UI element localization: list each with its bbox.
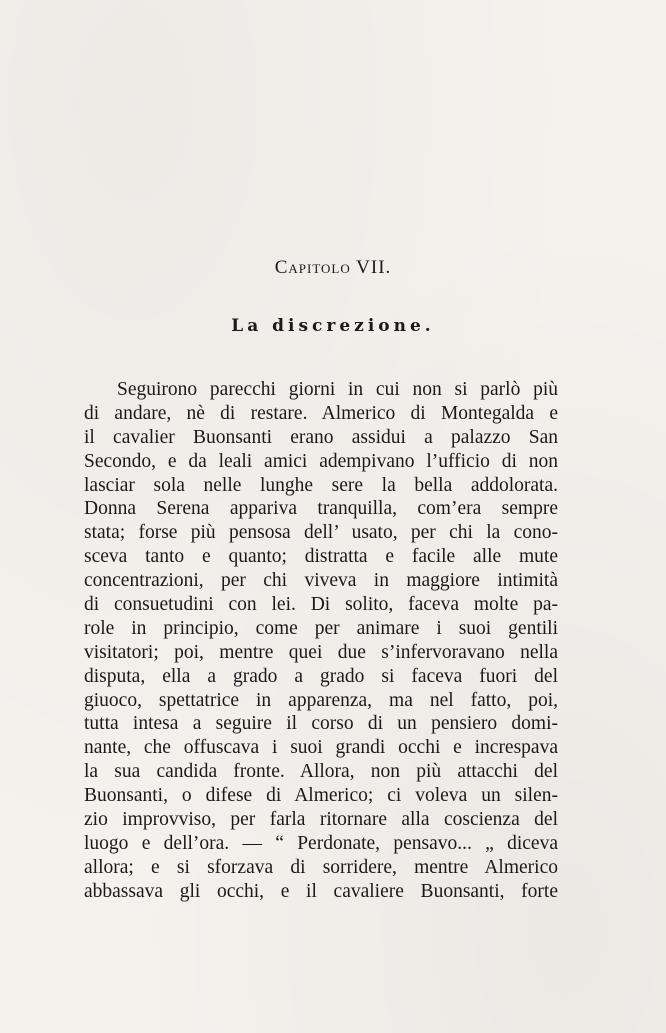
text-line: Secondo, e da leali amici adempivano l’ufficio di non [84, 450, 558, 472]
text-line: stata; forse più pensosa dell’ usato, per chi la cono- [84, 522, 558, 544]
text-line: Seguirono parecchi giorni in cui non si parlò più [117, 379, 558, 400]
text-line: la sua candida fronte. Allora, non più attacchi del [84, 761, 558, 783]
text-line: di consuetudini con lei. Di solito, faceva molte pa- [84, 594, 558, 616]
text-line: tutta intesa a seguire il corso di un pensiero domi- [84, 713, 558, 735]
body-paragraph [84, 378, 558, 904]
text-line: di andare, nè di restare. Almerico di Montegalda e [84, 402, 558, 424]
text-line: nante, che offuscava i suoi grandi occhi e increspava [84, 737, 558, 759]
text-line: role in principio, come per animare i suoi gentili [84, 617, 558, 639]
text-line: lasciar sola nelle lunghe sere la bella addolorata. [84, 474, 558, 496]
text-line: Buonsanti, o difese di Almerico; ci voleva un silen- [84, 785, 558, 807]
chapter-title: La discrezione. [231, 316, 435, 336]
text-line: abbassava gli occhi, e il cavaliere Buonsanti, forte [84, 880, 558, 902]
text-line: luogo e dell’ora. — “ Perdonate, pensavo... „ diceva [84, 832, 558, 854]
text-line: sceva tanto e quanto; distratta e facile alle mute [84, 546, 558, 568]
text-line: disputa, ella a grado a grado si faceva fuori del [84, 665, 558, 687]
text-line: giuoco, spettatrice in apparenza, ma nel fatto, poi, [84, 689, 558, 711]
text-line: il cavalier Buonsanti erano assidui a palazzo San [84, 426, 558, 448]
text-line: visitatori; poi, mentre quei due s’infervoravano nella [84, 641, 558, 663]
chapter-heading: Capitolo VII. [274, 257, 392, 278]
text-line: zio improvviso, per farla ritornare alla coscienza del [84, 809, 558, 831]
text-line: Donna Serena appariva tranquilla, com’era sempre [84, 498, 558, 520]
text-line: allora; e si sforzava di sorridere, mentre Almerico [84, 856, 558, 878]
text-line: concentrazioni, per chi viveva in maggiore intimità [84, 570, 558, 592]
